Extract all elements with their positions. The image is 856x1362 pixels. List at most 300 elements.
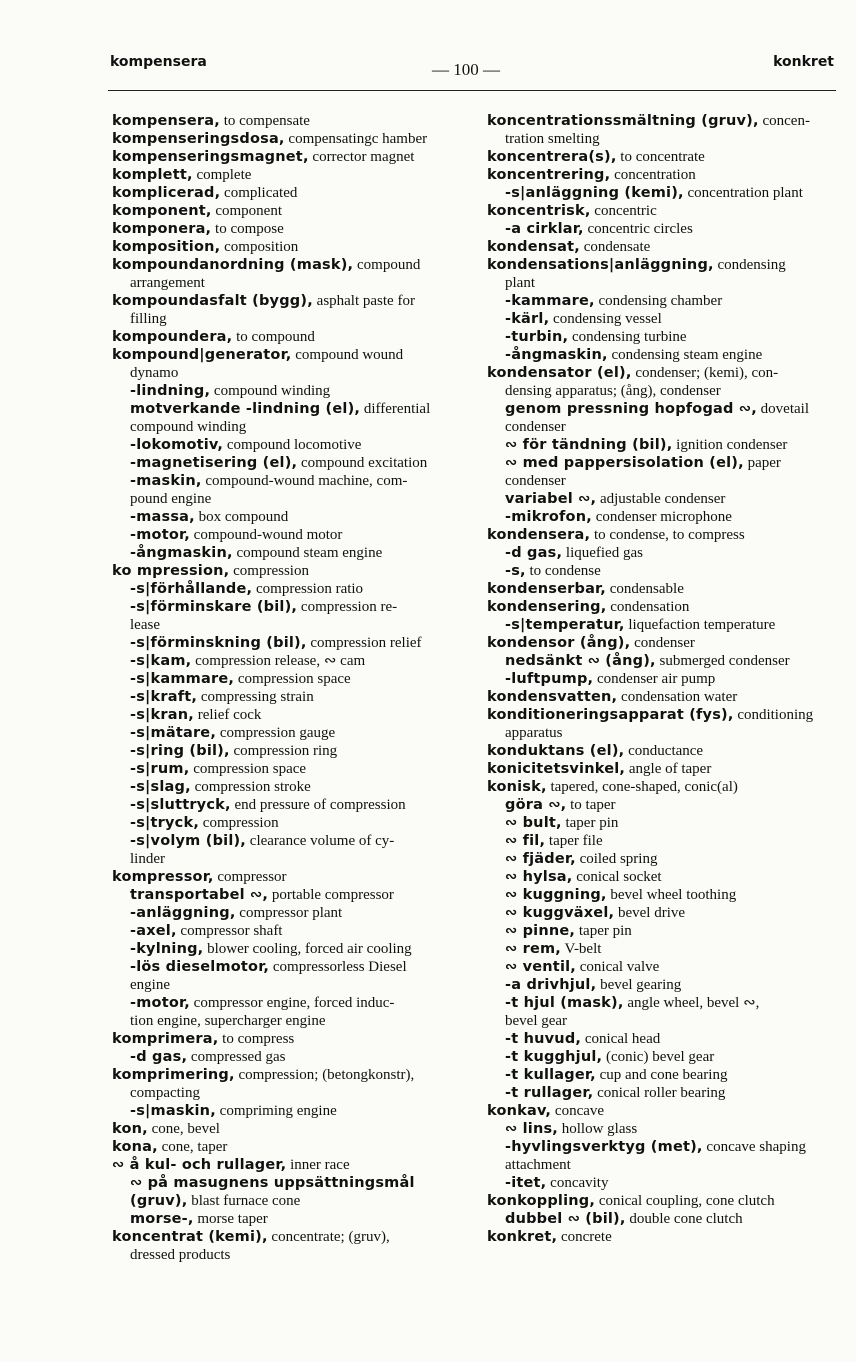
headword: konduktans (el), [487, 743, 625, 759]
dictionary-entry [487, 292, 845, 310]
dictionary-entry [112, 364, 462, 382]
translation: engine [130, 977, 170, 993]
headword: -s, [505, 563, 526, 579]
dictionary-entry [487, 976, 845, 994]
translation: double cone clutch [629, 1211, 743, 1227]
translation: filling [130, 311, 167, 327]
translation: condenser microphone [595, 509, 732, 525]
dictionary-entry [487, 760, 845, 778]
dictionary-entry [487, 1210, 845, 1228]
translation: concavity [550, 1175, 609, 1191]
left-column [112, 112, 462, 1264]
headword: kondensering, [487, 599, 607, 615]
translation: composition [224, 239, 299, 255]
translation: to compensate [223, 113, 310, 129]
translation: compression gauge [219, 725, 336, 741]
dictionary-entry [112, 868, 462, 886]
dictionary-entry [112, 400, 462, 418]
headword: -massa, [130, 509, 195, 525]
headword: kondensator (el), [487, 365, 632, 381]
headword: konkoppling, [487, 1193, 596, 1209]
dictionary-entry [112, 1156, 462, 1174]
headword: konicitetsvinkel, [487, 761, 626, 777]
headword: komponent, [112, 203, 212, 219]
dictionary-entry [487, 490, 845, 508]
translation: liquefied gas [565, 545, 643, 561]
dictionary-entry [112, 1048, 462, 1066]
headword: -hyvlingsverktyg (met), [505, 1139, 703, 1155]
translation: compressor [217, 869, 287, 885]
dictionary-entry [487, 346, 845, 364]
translation: to compound [236, 329, 315, 345]
translation: taper file [548, 833, 603, 849]
dictionary-entry [112, 922, 462, 940]
dictionary-entry [487, 598, 845, 616]
headword: ∾ bult, [505, 815, 562, 831]
dictionary-entry [112, 1210, 462, 1228]
translation: component [215, 203, 282, 219]
headword: -s|kam, [130, 653, 192, 669]
headword: genom pressning hopfogad ∾, [505, 401, 757, 417]
translation: compression ring [233, 743, 338, 759]
translation: paper [747, 455, 781, 471]
translation: plant [505, 275, 535, 291]
translation: lease [130, 617, 160, 633]
dictionary-entry [487, 1138, 845, 1156]
dictionary-entry [487, 706, 845, 724]
translation: differential [363, 401, 431, 417]
dictionary-entry [112, 346, 462, 364]
dictionary-entry [112, 130, 462, 148]
translation: bevel drive [617, 905, 686, 921]
translation: compound wound [295, 347, 404, 363]
translation: compressor plant [239, 905, 343, 921]
dictionary-entry [112, 634, 462, 652]
translation: dressed products [130, 1247, 231, 1263]
headword: ∾ fjäder, [505, 851, 576, 867]
headword: -s|förhållande, [130, 581, 253, 597]
translation: densing apparatus; (ång), condenser [505, 383, 721, 399]
headword: konkret, [487, 1229, 558, 1245]
headword: -kylning, [130, 941, 204, 957]
dictionary-entry [112, 1066, 462, 1084]
dictionary-entry [112, 1174, 462, 1192]
running-head-right: konkret [773, 54, 834, 70]
dictionary-entry [487, 220, 845, 238]
dictionary-entry [487, 778, 845, 796]
dictionary-entry [487, 814, 845, 832]
headword: koncentrisk, [487, 203, 591, 219]
headword: -itet, [505, 1175, 547, 1191]
dictionary-entry [112, 1012, 462, 1030]
dictionary-entry [112, 562, 462, 580]
dictionary-entry [112, 688, 462, 706]
headword: kompoundanordning (mask), [112, 257, 354, 273]
dictionary-entry [112, 652, 462, 670]
translation: attachment [505, 1157, 571, 1173]
translation: V-belt [564, 941, 602, 957]
translation: compriming engine [219, 1103, 337, 1119]
dictionary-entry [112, 940, 462, 958]
header-rule [108, 90, 836, 91]
headword: -s|förminskning (bil), [130, 635, 307, 651]
page-number: — 100 — [432, 60, 500, 79]
translation: bevel gearing [600, 977, 682, 993]
dictionary-entry [487, 904, 845, 922]
translation: asphalt paste for [316, 293, 415, 309]
dictionary-entry [112, 526, 462, 544]
headword: ∾ å kul- och rullager, [112, 1157, 287, 1173]
headword: ∾ pinne, [505, 923, 576, 939]
translation: compressor engine, forced induc- [193, 995, 395, 1011]
translation: compression space [237, 671, 351, 687]
translation: compound-wound motor [193, 527, 343, 543]
translation: compound winding [130, 419, 247, 435]
translation: compression ratio [256, 581, 364, 597]
translation: cone, bevel [151, 1121, 220, 1137]
translation: condenser [505, 473, 566, 489]
translation: compound excitation [301, 455, 428, 471]
dictionary-entry [112, 904, 462, 922]
headword: komprimering, [112, 1067, 235, 1083]
headword: -axel, [130, 923, 177, 939]
dictionary-entry [112, 976, 462, 994]
headword: koncentrationssmältning (gruv), [487, 113, 759, 129]
translation: compensatingc hamber [288, 131, 428, 147]
translation: angle of taper [628, 761, 712, 777]
headword: -t kullager, [505, 1067, 596, 1083]
headword: -anläggning, [130, 905, 236, 921]
translation: compressorless Diesel [272, 959, 407, 975]
translation: taper pin [578, 923, 632, 939]
dictionary-entry [487, 616, 845, 634]
dictionary-entry [487, 1012, 845, 1030]
headword: -motor, [130, 527, 190, 543]
headword: -s|slag, [130, 779, 191, 795]
headword: -ångmaskin, [505, 347, 608, 363]
dictionary-entry [487, 238, 845, 256]
headword: -s|rum, [130, 761, 190, 777]
headword: -luftpump, [505, 671, 594, 687]
dictionary-entry [112, 184, 462, 202]
dictionary-entry [487, 580, 845, 598]
headword: morse-, [130, 1211, 194, 1227]
dictionary-entry [487, 634, 845, 652]
translation: conditioning [737, 707, 814, 723]
translation: condensing vessel [553, 311, 662, 327]
translation: conical coupling, cone clutch [598, 1193, 775, 1209]
right-column [487, 112, 845, 1246]
dictionary-entry [112, 148, 462, 166]
headword: göra ∾, [505, 797, 567, 813]
translation: concave shaping [706, 1139, 806, 1155]
dictionary-entry [487, 418, 845, 436]
headword: -lindning, [130, 383, 211, 399]
dictionary-entry [487, 436, 845, 454]
headword: koncentrat (kemi), [112, 1229, 268, 1245]
headword: transportabel ∾, [130, 887, 269, 903]
dictionary-entry [112, 274, 462, 292]
headword: -s|mätare, [130, 725, 217, 741]
translation: coiled spring [579, 851, 658, 867]
headword: kompenseringsdosa, [112, 131, 285, 147]
translation: liquefaction temperature [628, 617, 776, 633]
translation: concentration plant [687, 185, 803, 201]
running-head-left: kompensera [110, 54, 207, 70]
translation: conical valve [579, 959, 660, 975]
headword: koncentrera(s), [487, 149, 617, 165]
dictionary-entry [112, 850, 462, 868]
dictionary-entry [112, 418, 462, 436]
headword: motverkande -lindning (el), [130, 401, 361, 417]
translation: compound winding [213, 383, 331, 399]
dictionary-entry [112, 166, 462, 184]
translation: tion engine, supercharger engine [130, 1013, 326, 1029]
translation: to condense [529, 563, 601, 579]
headword: -s|anläggning (kemi), [505, 185, 684, 201]
translation: compression [233, 563, 309, 579]
translation: hollow glass [561, 1121, 638, 1137]
dictionary-entry [487, 454, 845, 472]
translation: compacting [130, 1085, 200, 1101]
dictionary-entry [487, 1156, 845, 1174]
dictionary-entry [487, 1120, 845, 1138]
dictionary-entry [487, 796, 845, 814]
dictionary-entry [112, 724, 462, 742]
translation: concentrate; (gruv), [271, 1229, 390, 1245]
translation: inner race [290, 1157, 350, 1173]
translation: concrete [560, 1229, 612, 1245]
dictionary-entry [487, 1048, 845, 1066]
dictionary-entry [487, 382, 845, 400]
headword: -s|kran, [130, 707, 194, 723]
translation: bevel wheel toothing [610, 887, 737, 903]
translation: relief cock [197, 707, 262, 723]
headword: komposition, [112, 239, 221, 255]
headword: kompoundasfalt (bygg), [112, 293, 313, 309]
headword: -turbin, [505, 329, 569, 345]
dictionary-entry [487, 886, 845, 904]
dictionary-entry [112, 436, 462, 454]
dictionary-entry [487, 364, 845, 382]
headword: nedsänkt ∾ (ång), [505, 653, 656, 669]
dictionary-entry [487, 562, 845, 580]
dictionary-entry [487, 400, 845, 418]
headword: kompensera, [112, 113, 220, 129]
translation: to compose [215, 221, 284, 237]
headword: komplett, [112, 167, 193, 183]
translation: condensing [717, 257, 786, 273]
headword: ∾ med pappersisolation (el), [505, 455, 744, 471]
dictionary-entry [487, 184, 845, 202]
headword: -maskin, [130, 473, 202, 489]
translation: apparatus [505, 725, 563, 741]
translation: to taper [570, 797, 616, 813]
headword: variabel ∾, [505, 491, 597, 507]
headword: kon, [112, 1121, 148, 1137]
translation: condenser [505, 419, 566, 435]
translation: condenser; (kemi), con- [635, 365, 779, 381]
dictionary-entry [487, 526, 845, 544]
headword: -kammare, [505, 293, 595, 309]
headword: -magnetisering (el), [130, 455, 298, 471]
headword: kondensera, [487, 527, 591, 543]
headword: -s|förminskare (bil), [130, 599, 298, 615]
translation: concen- [762, 113, 810, 129]
translation: linder [130, 851, 165, 867]
headword: -s|kammare, [130, 671, 235, 687]
dictionary-entry [112, 670, 462, 688]
dictionary-entry [112, 778, 462, 796]
headword: -kärl, [505, 311, 550, 327]
translation: compressing strain [200, 689, 314, 705]
translation: tapered, cone-shaped, conic(al) [550, 779, 738, 795]
dictionary-entry [487, 544, 845, 562]
translation: compression; (betongkonstr), [238, 1067, 415, 1083]
dictionary-entry [112, 328, 462, 346]
headword: konisk, [487, 779, 547, 795]
translation: condensable [609, 581, 684, 597]
headword: (gruv), [130, 1193, 188, 1209]
headword: ∾ på masugnens uppsättningsmål [130, 1175, 415, 1191]
dictionary-entry [112, 886, 462, 904]
dictionary-entry [112, 1228, 462, 1246]
translation: compound-wound machine, com- [205, 473, 408, 489]
dictionary-entry [487, 310, 845, 328]
translation: compression [202, 815, 279, 831]
translation: condenser [634, 635, 695, 651]
headword: -s|volym (bil), [130, 833, 247, 849]
headword: ∾ lins, [505, 1121, 558, 1137]
translation: condensation [610, 599, 690, 615]
translation: corrector magnet [312, 149, 415, 165]
dictionary-entry [487, 652, 845, 670]
headword: -s|kraft, [130, 689, 198, 705]
dictionary-entry [487, 1228, 845, 1246]
dictionary-entry [487, 868, 845, 886]
translation: submerged condenser [659, 653, 790, 669]
translation: conical socket [576, 869, 662, 885]
dictionary-entry [487, 688, 845, 706]
translation: cone, taper [161, 1139, 228, 1155]
headword: kompressor, [112, 869, 214, 885]
headword: ∾ kuggning, [505, 887, 607, 903]
headword: -s|ring (bil), [130, 743, 230, 759]
dictionary-entry [112, 490, 462, 508]
dictionary-entry [487, 166, 845, 184]
translation: cup and cone bearing [599, 1067, 728, 1083]
translation: compression relief [310, 635, 422, 651]
translation: compressor shaft [180, 923, 283, 939]
headword: -lokomotiv, [130, 437, 224, 453]
headword: -d gas, [505, 545, 563, 561]
headword: ∾ fil, [505, 833, 546, 849]
headword: -s|maskin, [130, 1103, 216, 1119]
dictionary-entry [112, 256, 462, 274]
translation: box compound [198, 509, 289, 525]
dictionary-entry [487, 958, 845, 976]
dictionary-entry [112, 310, 462, 328]
dictionary-entry [487, 1084, 845, 1102]
translation: tration smelting [505, 131, 600, 147]
headword: ko mpression, [112, 563, 230, 579]
translation: conical head [584, 1031, 661, 1047]
headword: -t hjul (mask), [505, 995, 624, 1011]
headword: kompoundera, [112, 329, 233, 345]
headword: -t rullager, [505, 1085, 594, 1101]
headword: kondensat, [487, 239, 580, 255]
translation: concave [554, 1103, 605, 1119]
dictionary-entry [487, 472, 845, 490]
headword: -ångmaskin, [130, 545, 233, 561]
dictionary-entry [487, 1192, 845, 1210]
translation: condensate [583, 239, 651, 255]
dictionary-entry [112, 598, 462, 616]
dictionary-entry [487, 850, 845, 868]
dictionary-entry [112, 238, 462, 256]
dictionary-entry [487, 1174, 845, 1192]
headword: kompound|generator, [112, 347, 292, 363]
translation: compression stroke [194, 779, 311, 795]
dictionary-entry [487, 670, 845, 688]
translation: end pressure of compression [234, 797, 406, 813]
dictionary-entry [112, 472, 462, 490]
dictionary-entry [112, 760, 462, 778]
dictionary-entry [112, 1138, 462, 1156]
dictionary-entry [112, 994, 462, 1012]
dictionary-entry [487, 130, 845, 148]
headword: -lös dieselmotor, [130, 959, 270, 975]
dictionary-entry [487, 328, 845, 346]
translation: morse taper [197, 1211, 268, 1227]
translation: clearance volume of cy- [249, 833, 395, 849]
translation: ignition condenser [676, 437, 788, 453]
translation: complicated [224, 185, 298, 201]
dictionary-entry [487, 742, 845, 760]
dictionary-entry [487, 1066, 845, 1084]
translation: concentration [614, 167, 696, 183]
dictionary-entry [487, 1102, 845, 1120]
translation: compression release, ∾ cam [195, 653, 366, 669]
dictionary-entry [112, 1192, 462, 1210]
headword: -motor, [130, 995, 190, 1011]
dictionary-entry [112, 706, 462, 724]
translation: dynamo [130, 365, 179, 381]
translation: dovetail [760, 401, 809, 417]
translation: blast furnace cone [191, 1193, 301, 1209]
translation: pound engine [130, 491, 212, 507]
headword: komprimera, [112, 1031, 219, 1047]
translation: compound [357, 257, 421, 273]
dictionary-entry [112, 292, 462, 310]
headword: -t huvud, [505, 1031, 582, 1047]
dictionary-entry [112, 202, 462, 220]
dictionary-entry [112, 1102, 462, 1120]
translation: condenser air pump [597, 671, 716, 687]
translation: bevel gear [505, 1013, 568, 1029]
headword: komplicerad, [112, 185, 221, 201]
translation: condensing turbine [571, 329, 687, 345]
translation: compressed gas [190, 1049, 286, 1065]
translation: to condense, to compress [593, 527, 745, 543]
translation: concentric [594, 203, 657, 219]
dictionary-entry [112, 1084, 462, 1102]
headword: ∾ kuggväxel, [505, 905, 615, 921]
headword: -s|temperatur, [505, 617, 625, 633]
dictionary-entry [487, 832, 845, 850]
headword: ∾ rem, [505, 941, 561, 957]
dictionary-entry [112, 508, 462, 526]
